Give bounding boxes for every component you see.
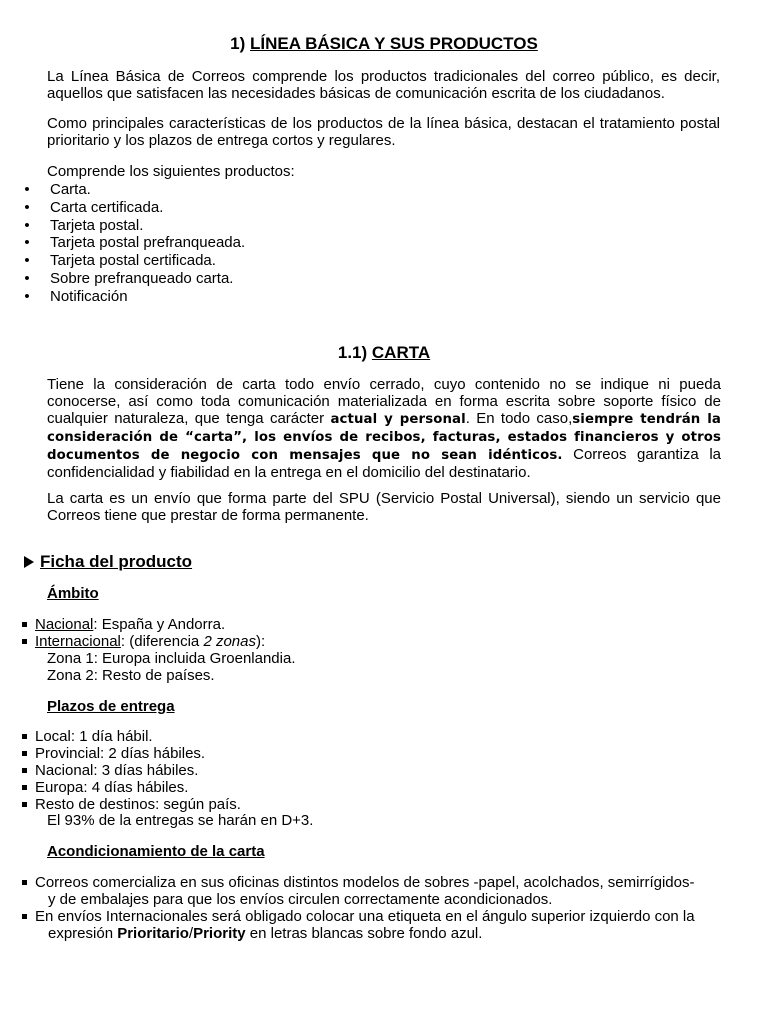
product-label: Tarjeta postal certificada. [50,252,216,270]
product-label: Notificación [50,287,128,305]
list-item [21,908,721,925]
section-1-1-title-text: CARTA [371,343,431,362]
ficha-title [24,553,192,570]
products-intro: Comprende los siguientes productos: [47,163,295,180]
section-1-1-number: 1.1) [337,343,368,362]
list-item [21,633,621,650]
bullet-icon: • [24,252,30,270]
ambito-value: : España y Andorra. [93,616,226,633]
list-item-continuation [21,925,721,942]
acond-list [21,874,721,942]
product-label: Sobre prefranqueado carta. [50,269,234,287]
ambito-emphasis: 2 zonas [203,633,256,650]
plazo-label: Provincial: 2 días hábiles. [35,745,206,762]
acond-text: y de embalajes para que los envíos circulen correctamente acondicionados. [48,891,553,908]
acond-text: en letras blancas sobre fondo azul. [245,925,483,942]
product-label: Carta. [50,181,91,198]
square-bullet-icon [22,802,27,807]
square-bullet-icon [22,785,27,790]
ambito-label: Nacional [35,616,94,633]
ficha-title-text: Ficha del producto [40,552,193,571]
acond-text: expresión [48,925,118,942]
square-bullet-icon [22,639,27,644]
plazos-note: El 93% de la entregas se harán en D+3. [47,812,314,829]
list-item [22,234,422,252]
bullet-icon: • [24,234,30,252]
ambito-list [21,616,621,650]
section-1-number: 1) [230,34,246,53]
zona-1: Zona 1: Europa incluida Groenlandia. [47,650,296,667]
list-item-continuation [21,891,721,908]
acond-text: / [188,925,194,942]
list-item [21,874,721,891]
list-item [21,616,621,633]
acond-text: Correos comercializa en sus oficinas distintos modelos de sobres -papel, acolchados, semirrígidos- [35,874,695,891]
list-item [22,199,422,217]
product-label: Tarjeta postal. [50,216,144,234]
carta-text: . En todo caso, [465,410,573,427]
square-bullet-icon [22,914,27,919]
carta-text: Tiene la consideración de carta todo envío cerrado, cuyo contenido no se indique ni pueda conocerse, así como toda comunicación materializada en forma escrita sobre soporte físico de cualquier naturaleza, que tenga carácter [47,376,721,427]
plazos-list [21,728,621,813]
acond-bold-text: Prioritario [117,925,189,942]
zona-2: Zona 2: Resto de países. [47,667,215,684]
list-item [22,270,422,288]
plazo-label: Europa: 4 días hábiles. [35,779,189,796]
square-bullet-icon [22,751,27,756]
acond-bold-text: Priority [193,925,246,942]
ambito-value: ): [256,633,266,650]
product-label: Carta certificada. [50,198,164,216]
bullet-icon: • [24,198,30,216]
list-item [22,288,422,306]
list-item [21,779,621,796]
bullet-icon: • [24,181,30,198]
section-1-paragraph-2: Como principales características de los productos de la línea básica, destacan el tratamiento postal prioritario y los plazos de entrega cortos y regulares. [47,115,720,149]
ambito-value: : (diferencia [120,633,204,650]
acond-heading: Acondicionamiento de la carta [47,843,265,860]
list-item [21,728,621,745]
products-list [22,181,422,306]
section-1-paragraph-1: La Línea Básica de Correos comprende los productos tradicionales del correo público, es decir, aquellos que satisfacen las necesidades básicas de comunicación escrita de los ciudadanos. [47,68,720,102]
square-bullet-icon [22,734,27,739]
section-1-title [0,35,768,52]
section-1-1-title [0,344,768,361]
square-bullet-icon [22,880,27,885]
ambito-heading: Ámbito [47,585,99,602]
list-item [21,745,621,762]
carta-text: Correos garantiza la confidencialidad y fiabilidad en la entrega en el domicilio del destinatario. [47,446,721,481]
plazo-label: Resto de destinos: según país. [35,796,241,813]
list-item [22,181,422,199]
plazo-label: Nacional: 3 días hábiles. [35,762,199,779]
list-item [21,762,621,779]
list-item [22,252,422,270]
plazos-heading: Plazos de entrega [47,698,175,715]
ambito-label: Internacional [35,633,121,650]
carta-paragraph-1 [47,376,721,481]
acond-text: En envíos Internacionales será obligado colocar una etiqueta en el ángulo superior izquierdo con la [35,908,695,925]
square-bullet-icon [22,768,27,773]
bullet-icon: • [24,287,30,305]
bullet-icon: • [24,269,30,287]
carta-paragraph-2: La carta es un envío que forma parte del SPU (Servicio Postal Universal), siendo un servicio que Correos tiene que prestar de forma permanente. [47,490,721,524]
section-1-title-text: LÍNEA BÁSICA Y SUS PRODUCTOS [250,34,538,53]
plazo-label: Local: 1 día hábil. [35,728,153,745]
bullet-icon: • [24,216,30,234]
square-bullet-icon [22,622,27,627]
list-item [21,796,621,813]
carta-bold-text: actual y personal [330,412,466,427]
carta-bold-text: siempre tendrán la consideración de “carta”, los envíos de recibos, facturas, estados financieros y otros documentos de negocio con mensajes que no sean idénticos. [47,412,721,463]
list-item [22,217,422,235]
product-label: Tarjeta postal prefranqueada. [50,234,246,252]
arrow-right-icon [24,556,34,568]
